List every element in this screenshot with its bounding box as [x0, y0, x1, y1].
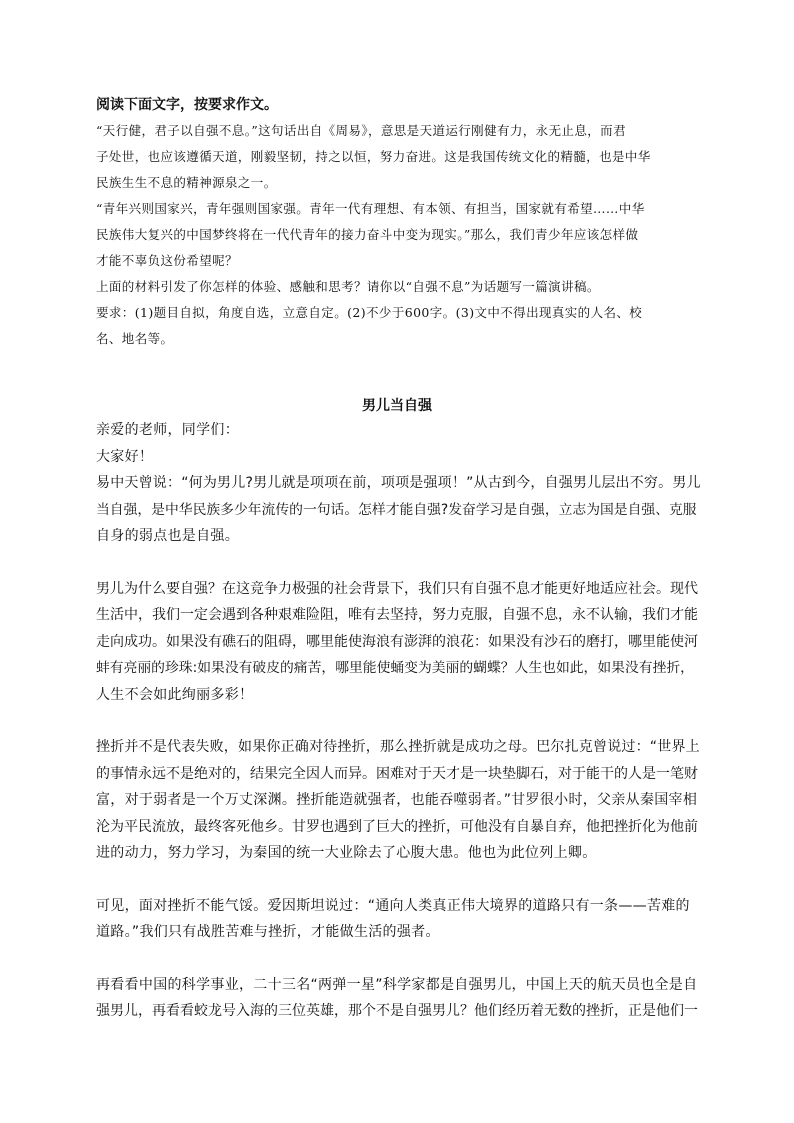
essay-line: 人生不会如此绚丽多彩！: [96, 686, 254, 703]
essay-line: 可见，面对挫折不能气馁。爱因斯坦说过：“通向人类真正伟大境界的道路只有一条——苦难的: [96, 897, 690, 914]
essay-line: 蚌有亮丽的珍珠:如果没有破皮的痛苦，哪里能使蛹变为美丽的蝴蝶？人生也如此，如果没有挫折，: [96, 660, 694, 676]
prompt-section: [96, 92, 701, 352]
prompt-line: 才能不辜负这份希望呢？: [96, 253, 238, 268]
paragraph-gap: [96, 550, 701, 576]
essay-line: 亲爱的老师，同学们：: [96, 422, 239, 438]
prompt-line: “天行健，君子以自强不息。”这句话出自《周易》，意思是天道运行刚健有力，永无止息，而君: [96, 123, 626, 138]
prompt-line: 名、地名等。: [96, 331, 174, 346]
paragraph-gap: [96, 946, 701, 972]
essay-line: 生活中，我们一定会遇到各种艰难险阻，唯有去坚持，努力克服，自强不息，永不认输，我们才能: [96, 607, 698, 623]
essay-line: 进的动力，努力学习，为秦国的统一大业除去了心腹大患。他也为此位列上卿。: [96, 845, 597, 861]
essay-body: [96, 417, 701, 1025]
essay-line: 道路。”我们只有战胜苦难与挫折，才能做生活的强者。: [96, 924, 440, 940]
essay-paragraph-3: [96, 734, 701, 867]
essay-line: 沦为平民流放，最终客死他乡。甘罗也遇到了巨大的挫折，可他没有自暴自弃，他把挫折化为他前: [96, 818, 698, 835]
prompt-line: 子处世，也应该遵循天道，刚毅坚韧，持之以恒，努力奋进。这是我国传统文化的精髓，也是中华: [96, 149, 651, 164]
essay-title: 男儿当自强: [362, 398, 432, 414]
essay-line: 挫折并不是代表失败，如果你正确对待挫折，那么挫折就是成功之母。巴尔扎克曾说过：“世界上: [96, 739, 700, 755]
prompt-heading: 阅读下面文字，按要求作文。: [96, 97, 278, 113]
essay-line: 走向成功。如果没有礁石的阻碍，哪里能使海浪有澎湃的浪花：如果没有沙石的磨打，哪里能使河: [96, 633, 698, 650]
essay-line: 易中天曾说：“何为男儿?男儿就是项项在前，项项是强项！”从古到今，自强男儿层出不穷。男儿: [96, 475, 701, 491]
essay-paragraph-5: [96, 972, 701, 1025]
prompt-line: 上面的材料引发了你怎样的体验、感触和思考？请你以“自强不息”为话题写一篇演讲稿。: [96, 279, 600, 294]
prompt-line: 民族伟大复兴的中国梦终将在一代代青年的接力奋斗中变为现实。”那么，我们青少年应该怎样做: [96, 227, 639, 242]
essay-line: 的事情永远不是绝对的，结果完全因人而异。困难对于天才是一块垫脚石，对于能干的人是一笔财: [96, 765, 698, 782]
prompt-line: 要求：(1)题目自拟，角度自选，立意自定。(2)不少于600字。(3)文中不得出现真实的人名、校: [96, 305, 643, 320]
essay-line: 男儿为什么要自强？在这竞争力极强的社会背景下，我们只有自强不息才能更好地适应社会。现代: [96, 580, 698, 597]
paragraph-gap: [96, 867, 701, 893]
paragraph-gap: [96, 708, 701, 734]
prompt-line: “青年兴则国家兴，青年强则国家强。青年一代有理想、有本领、有担当，国家就有希望……中华: [96, 201, 645, 216]
essay-paragraph-1: [96, 417, 701, 550]
essay-paragraph-2: [96, 576, 701, 709]
essay-line: 当自强，是中华民族多少年流传的一句话。怎样才能自强?发奋学习是自强，立志为国是自强、克服: [96, 501, 697, 518]
essay-paragraph-4: [96, 893, 701, 946]
essay-line: 再看看中国的科学事业，二十三名“两弹一星”科学家都是自强男儿，中国上天的航天员也全是自: [96, 976, 698, 993]
essay-line: 富，对于弱者是一个万丈深渊。挫折能造就强者，也能吞噬弱者。”甘罗很小时，父亲从秦国宰相: [96, 792, 698, 808]
essay-line: 自身的弱点也是自强。: [96, 528, 239, 544]
essay-line: 大家好！: [96, 448, 154, 465]
prompt-line: 民族生生不息的精神源泉之一。: [96, 175, 277, 190]
essay-line: 强男儿，再看看蛟龙号入海的三位英雄，那个不是自强男儿？他们经历着无数的挫折，正是他们一: [96, 1003, 698, 1019]
